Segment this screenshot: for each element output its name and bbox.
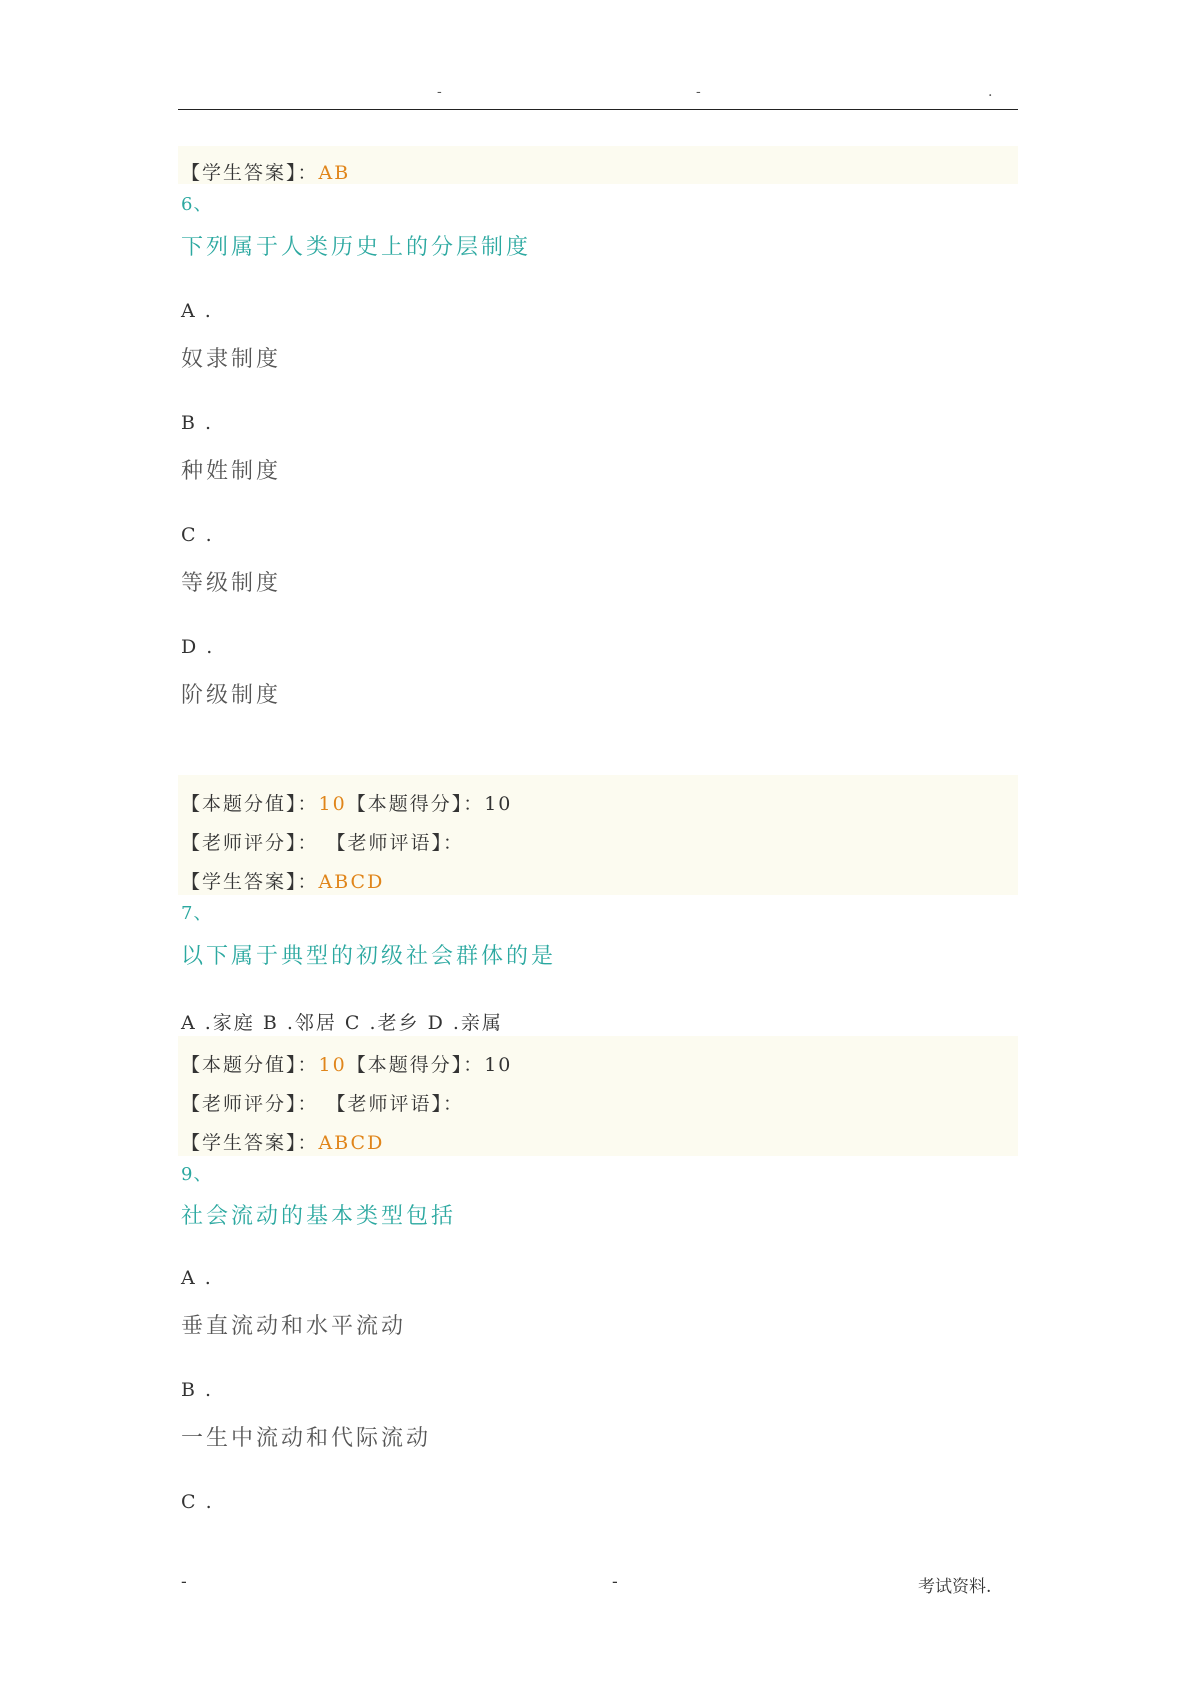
- q6-option-d-text: 阶级制度: [181, 683, 282, 708]
- header-rule: [178, 109, 1018, 110]
- student-answer-value: AB: [318, 162, 351, 184]
- q6-student-answer-label: 【学生答案】：: [181, 871, 319, 893]
- q6-option-c-text: 等级制度: [181, 571, 282, 596]
- footer-right-text: 考试资料.: [918, 1577, 992, 1597]
- question-7-number: 7、: [181, 903, 213, 924]
- q9-option-b-letter: B .: [181, 1379, 214, 1401]
- q6-option-b-letter: B .: [181, 412, 214, 434]
- question-7-text: 以下属于典型的初级社会群体的是: [181, 944, 557, 969]
- q7-score-label: 【本题分值】：: [181, 1054, 319, 1076]
- q6-option-b-text: 种姓制度: [181, 459, 282, 484]
- q6-student-answer-row: [181, 867, 384, 894]
- student-answer-label: 【学生答案】：: [181, 162, 319, 184]
- q7-student-answer-row: [181, 1128, 384, 1155]
- q7-student-answer-label: 【学生答案】：: [181, 1132, 319, 1154]
- q6-got-value: 10: [484, 793, 513, 815]
- question-6-number: 6、: [181, 194, 213, 215]
- q6-got-label: 【本题得分】：: [346, 793, 485, 815]
- q7-options-line: A .家庭 B .邻居 C .老乡 D .亲属: [181, 1012, 503, 1034]
- q6-option-d-letter: D .: [181, 636, 215, 658]
- q9-option-a-text: 垂直流动和水平流动: [181, 1314, 407, 1339]
- q7-got-value: 10: [484, 1054, 513, 1076]
- question-9-number: 9、: [181, 1164, 213, 1185]
- q9-option-b-text: 一生中流动和代际流动: [181, 1426, 432, 1451]
- q6-student-answer-value: ABCD: [318, 871, 385, 893]
- header-mark-mid: -: [696, 84, 701, 100]
- q7-teacher-row: 【老师评分】： 【老师评语】：: [181, 1093, 465, 1115]
- footer-mark-mid: -: [612, 1572, 618, 1592]
- q9-option-a-letter: A .: [181, 1267, 213, 1289]
- q6-teacher-row: 【老师评分】： 【老师评语】：: [181, 832, 465, 854]
- student-answer-row: [181, 158, 350, 185]
- question-6-text: 下列属于人类历史上的分层制度: [181, 235, 532, 260]
- q7-score-row: [181, 1050, 512, 1077]
- q7-student-answer-value: ABCD: [318, 1132, 385, 1154]
- q9-option-c-letter: C .: [181, 1491, 214, 1513]
- q6-score-label: 【本题分值】：: [181, 793, 319, 815]
- q6-score-value: 10: [318, 793, 347, 815]
- header-mark-left: -: [437, 84, 442, 100]
- q6-option-a-letter: A .: [181, 300, 213, 322]
- q6-option-a-text: 奴隶制度: [181, 347, 282, 372]
- question-9-text: 社会流动的基本类型包括: [181, 1204, 457, 1229]
- header-mark-right: .: [988, 84, 993, 100]
- q7-score-value: 10: [318, 1054, 347, 1076]
- q6-score-row: [181, 789, 512, 816]
- q7-got-label: 【本题得分】：: [346, 1054, 485, 1076]
- q6-option-c-letter: C .: [181, 524, 214, 546]
- footer-mark-left: -: [181, 1572, 187, 1592]
